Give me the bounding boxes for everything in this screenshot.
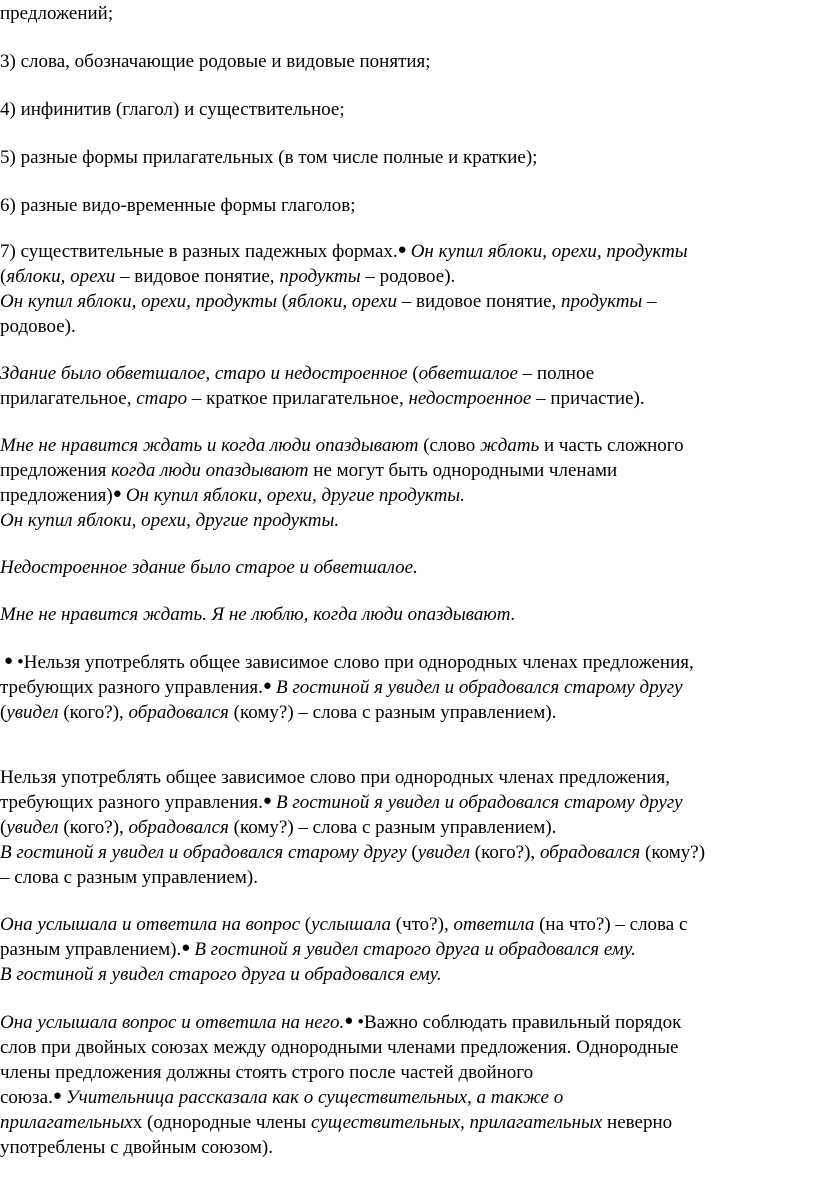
text-line: союза.● Учительница рассказала как о существительных, а также о	[0, 1087, 564, 1108]
text-line: предложения)● Он купил яблоки, орехи, другие продукты.	[0, 485, 465, 506]
list-item-3: 3) слова, обозначающие родовые и видовые понятия;	[0, 51, 431, 72]
text-line: Нельзя употреблять общее зависимое слово при однородных членах предложения,	[0, 767, 671, 788]
text-line: употреблены с двойным союзом).	[0, 1137, 274, 1158]
text-line: предложения когда люди опаздывают не могут быть однородными членами	[0, 460, 618, 481]
text-line: Он купил яблоки, орехи, продукты (яблоки, орехи – видовое понятие, продукты –	[0, 291, 657, 312]
text-line: прилагательное, старо – краткое прилагательное, недостроенное – причастие).	[0, 388, 645, 409]
text-line: Она услышала и ответила на вопрос (услышала (что?), ответила (на что?) – слова с	[0, 914, 688, 935]
text-line: родовое).	[0, 316, 76, 337]
text-line: Недостроенное здание было старое и обветшалое.	[0, 557, 418, 578]
bullet-icon: ●	[4, 653, 14, 669]
text-line: прилагательныхх (однородные члены существительных, прилагательных неверно	[0, 1112, 673, 1133]
text-line: ● •Нельзя употреблять общее зависимое слово при однородных членах предложения,	[4, 652, 694, 673]
bullet-icon: ●	[397, 242, 407, 258]
text-line: разным управлением).● В гостиной я увидел старого друга и обрадовался ему.	[0, 939, 636, 960]
text-line: – слова с разным управлением).	[0, 867, 259, 888]
list-item-7: 7) существительные в разных падежных формах.● Он купил яблоки, орехи, продукты	[0, 241, 688, 262]
text-line: (увидел (кого?), обрадовался (кому?) – слова с разным управлением).	[0, 817, 557, 838]
bullet-icon: ●	[344, 1013, 354, 1029]
text-line: предложений;	[0, 3, 114, 24]
bullet-icon: ●	[52, 1088, 62, 1104]
text-line: члены предложения должны стоять строго после частей двойного	[0, 1062, 534, 1083]
bullet-icon: ●	[112, 486, 122, 502]
text-line: (яблоки, орехи – видовое понятие, продукты – родовое).	[0, 266, 456, 287]
text-line: слов при двойных союзах между однородными членами предложения. Однородные	[0, 1037, 679, 1058]
list-item-5: 5) разные формы прилагательных (в том числе полные и краткие);	[0, 147, 538, 168]
list-item-4: 4) инфинитив (глагол) и существительное;	[0, 99, 345, 120]
text-line: требующих разного управления.● В гостиной я увидел и обрадовался старому другу	[0, 792, 683, 813]
text-line: Мне не нравится ждать. Я не люблю, когда люди опаздывают.	[0, 604, 516, 625]
text-line: Он купил яблоки, орехи, другие продукты.	[0, 510, 340, 531]
text-line: (увидел (кого?), обрадовался (кому?) – слова с разным управлением).	[0, 702, 557, 723]
bullet-icon: ●	[181, 940, 191, 956]
bullet-icon: ●	[262, 793, 272, 809]
bullet-icon: ●	[262, 678, 272, 694]
text-line: В гостиной я увидел старого друга и обрадовался ему.	[0, 964, 442, 985]
text-line: Мне не нравится ждать и когда люди опаздывают (слово ждать и часть сложного	[0, 435, 684, 456]
dot-icon: •	[357, 1012, 365, 1033]
list-item-6: 6) разные видо-временные формы глаголов;	[0, 195, 356, 216]
text-line: Здание было обветшалое, старо и недостроенное (обветшалое – полное	[0, 363, 595, 384]
text-line: требующих разного управления.● В гостиной я увидел и обрадовался старому другу	[0, 677, 683, 698]
text-line: В гостиной я увидел и обрадовался старому другу (увидел (кого?), обрадовался (кому?)	[0, 842, 706, 863]
text-line: Она услышала вопрос и ответила на него.● •Важно соблюдать правильный порядок	[0, 1012, 682, 1033]
dot-icon: •	[17, 652, 24, 673]
